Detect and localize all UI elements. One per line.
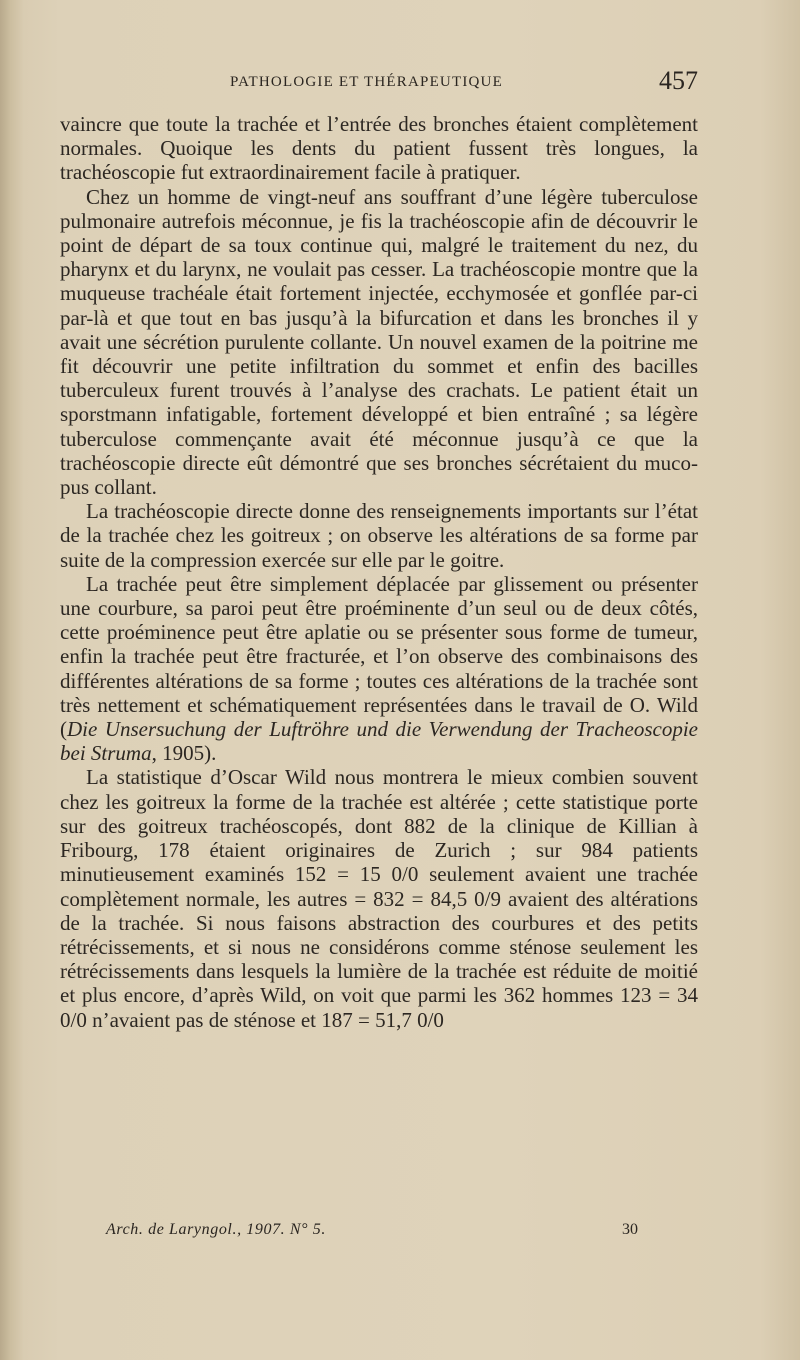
sheet-number: 30 <box>622 1221 638 1238</box>
journal-signature: Arch. de Laryngol., 1907. N° 5. <box>106 1221 326 1238</box>
paragraph-text: , 1905). <box>151 741 217 766</box>
running-title: PATHOLOGIE ET THÉRAPEUTIQUE <box>230 74 503 90</box>
paragraph-text: La trachée peut être simplement déplacée par glissement ou présenter une courbure, sa paroi peut être proéminente d’un seul ou de deux côtés, cette proéminence peut être aplatie ou se présenter sous forme de tumeur, enfin la trachée peut être fracturée, et l’on observe des combinaisons des différentes altérations de sa forme ; toutes ces altérations de la trachée sont très nettement et schématiquement représentées dans le travail de O. Wild ( <box>60 571 698 742</box>
paragraph: La statistique d’Oscar Wild nous montrera le mieux combien souvent chez les goitreux la forme de la trachée est altérée ; cette statistique porte sur des goitreux trachéoscopés, dont 882 de la clinique de Killian à Fribourg, 178 étaient originaires de Zurich ; sur 984 patients minutieusement examinés 152 = 15 0/0 seulement avaient une trachée complètement normale, les autres = 832 = 84,5 0/9 avaient des altérations de la trachée. Si nous faisons abstraction des courbures et des petits rétrécissements, et si nous ne considérons comme sténose seulement les rétrécissements dans lesquels la lumière de la trachée est réduite de moitié et plus encore, d’après Wild, on voit que parmi les 362 hommes 123 = 34 0/0 n’avaient pas de sténose et 187 = 51,7 0/0 <box>60 765 698 1032</box>
paragraph: vaincre que toute la trachée et l’entrée des bronches étaient complètement normales. Quoique les dents du patient fussent très longues, la trachéoscopie fut extraordinairement facile à pratiquer. <box>60 112 698 185</box>
page-header <box>60 66 698 96</box>
paragraph: La trachéoscopie directe donne des renseignements importants sur l’état de la trachée chez les goitreux ; on observe les altérations de sa forme par suite de la compression exercée sur elle par le goitre. <box>60 499 698 572</box>
paragraph: Chez un homme de vingt-neuf ans souffrant d’une légère tuberculose pulmonaire autrefois méconnue, je fis la trachéoscopie afin de découvrir le point de départ de sa toux continue qui, malgré le traitement du nez, du pharynx et du larynx, ne voulait pas cesser. La trachéoscopie montre que la muqueuse trachéale était fortement injectée, ecchymosée et gonflée par-ci par-là et que tout en bas jusqu’à la bifurcation et dans les bronches il y avait une sécrétion purulente collante. Un nouvel examen de la poitrine me fit découvrir une petite infiltration du sommet et enfin des bacilles tuberculeux furent trouvés à l’analyse des crachats. Le patient était un sporstmann infatigable, fortement développé et bien entraîné ; sa légère tuberculose commençante avait été méconnue jusqu’à ce que la trachéoscopie directe eût démontré que ses bronches sécrétaient du muco-pus collant. <box>60 184 698 500</box>
page-footer <box>60 1221 698 1241</box>
paragraph <box>60 572 698 766</box>
page-number: 457 <box>659 66 698 95</box>
cited-work-title: Die Unsersuchung der Luftröhre und die Verwendung der Tracheoscopie bei Struma <box>60 717 698 766</box>
body-text <box>60 112 698 1032</box>
